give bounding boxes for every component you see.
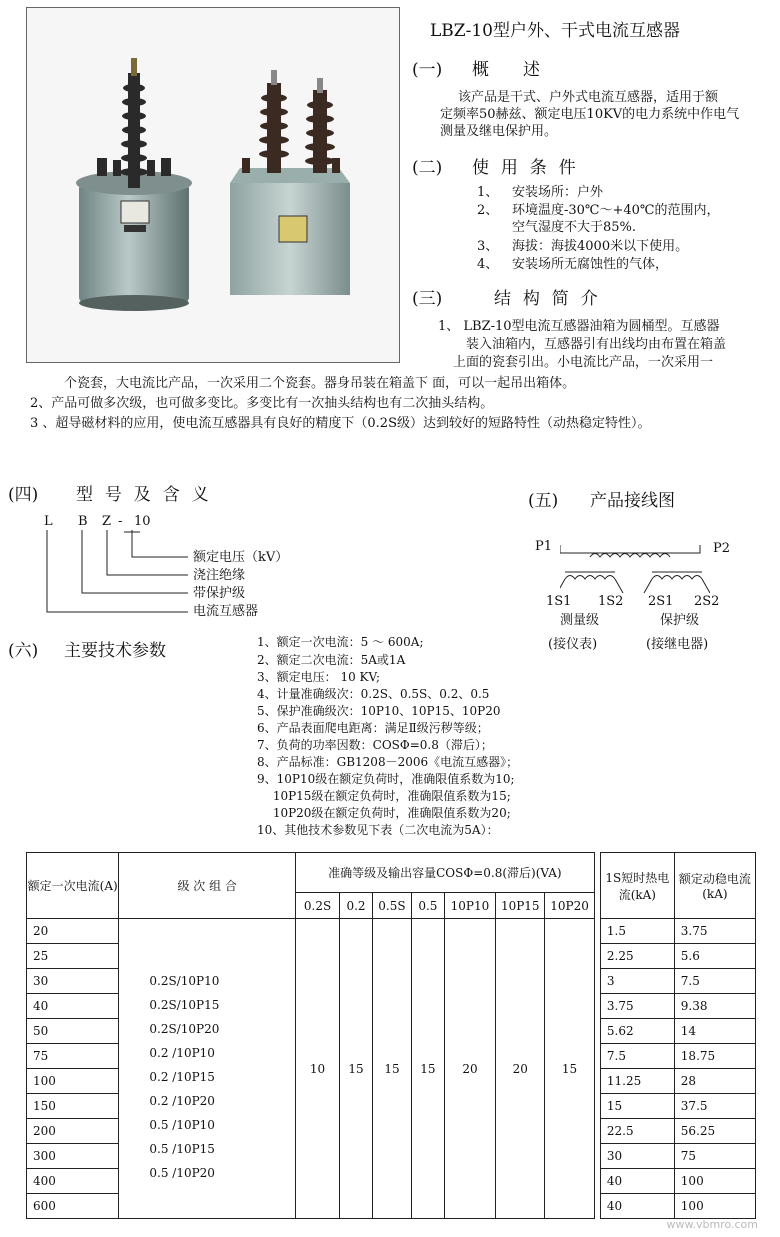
param-item: 9、10P10级在额定负荷时，准确限值系数为10; — [257, 772, 515, 786]
param-item: 3、额定电压： 10 KV; — [257, 670, 381, 684]
class-header: 0.2S — [295, 893, 339, 919]
dynamic-cell: 18.75 — [674, 1044, 755, 1069]
thermal-cell: 11.25 — [600, 1069, 674, 1094]
class-header: 10P10 — [444, 893, 495, 919]
dynamic-cell: 100 — [674, 1169, 755, 1194]
section-4-number: (四) — [8, 485, 39, 505]
code-letter: B — [78, 514, 88, 529]
capacity-cell: 15 — [372, 919, 411, 1219]
code-letter: L — [44, 514, 53, 529]
watermark: www.vbmro.com — [666, 1218, 758, 1231]
thermal-cell: 30 — [600, 1144, 674, 1169]
section-2-title: 使用条件 — [472, 158, 588, 178]
dynamic-cell: 37.5 — [674, 1094, 755, 1119]
code-label: 浇注绝缘 — [193, 568, 246, 583]
header-current: 额定一次电流(A) — [27, 853, 119, 919]
code-letter: Z — [102, 514, 112, 529]
section-6-number: (六) — [8, 641, 39, 661]
list-item: 空气湿度不大于85%. — [512, 220, 637, 235]
current-cell: 75 — [27, 1044, 119, 1069]
header-accuracy: 准确等级及输出容量COSΦ=0.8(滞后)(VA) — [295, 853, 594, 893]
capacity-cell: 15 — [340, 919, 373, 1219]
current-cell: 100 — [27, 1069, 119, 1094]
param-item: 1、额定一次电流：5 ～ 600A; — [257, 635, 424, 649]
list-number: 3、 — [477, 239, 499, 254]
combo-item: 0.2 /10P20 — [149, 1093, 215, 1108]
dynamic-cell: 75 — [674, 1144, 755, 1169]
thermal-cell: 3.75 — [600, 994, 674, 1019]
section-3-line: 上面的瓷套引出。小电流比产品，一次采用一 — [453, 355, 714, 370]
class-header: 10P15 — [496, 893, 545, 919]
terminal-label: 1S1 — [546, 594, 572, 609]
section-3-title: 结构简介 — [494, 289, 610, 309]
param-item: 10P15级在额定负荷时，准确限值系数为15; — [257, 789, 511, 803]
param-item: 6、产品表面爬电距离：满足Ⅱ级污秽等级； — [257, 721, 489, 735]
class-header: 0.5 — [411, 893, 444, 919]
terminal-label: 2S1 — [648, 594, 674, 609]
list-number: 1、 — [477, 185, 499, 200]
section-1-number: (一) — [412, 60, 443, 80]
current-cell: 300 — [27, 1144, 119, 1169]
combo-cell — [119, 919, 296, 1219]
dynamic-cell: 9.38 — [674, 994, 755, 1019]
section-3-line: 装入油箱内，互感器引有出线均由布置在箱盖 — [466, 337, 727, 352]
header-thermal: 1S短时热电流(kA) — [600, 853, 674, 919]
dynamic-cell: 5.6 — [674, 944, 755, 969]
thermal-cell: 40 — [600, 1169, 674, 1194]
list-number: 2、 — [477, 203, 499, 218]
list-item: 海拔：海拔4000米以下使用。 — [512, 239, 689, 254]
param-item: 7、负荷的功率因数：COSΦ=0.8（滞后）； — [257, 738, 493, 752]
param-item: 2、额定二次电流：5A或1A — [257, 653, 406, 667]
class-header: 10P20 — [545, 893, 594, 919]
code-label: 额定电压（kV） — [193, 550, 289, 565]
section-3-line: 个瓷套，大电流比产品，一次采用二个瓷套。器身吊装在箱盖下 面，可以一起吊出箱体。 — [64, 376, 576, 391]
code-label: 电流互感器 — [193, 604, 259, 619]
class-header: 0.2 — [340, 893, 373, 919]
section-3-line: 2、产品可做多次级，也可做多变比。多变比有一次抽头结构也有二次抽头结构。 — [30, 396, 494, 411]
thermal-cell: 40 — [600, 1194, 674, 1219]
header-dynamic: 额定动稳电流(kA) — [674, 853, 755, 919]
current-cell: 600 — [27, 1194, 119, 1219]
terminal-label: 2S2 — [694, 594, 720, 609]
param-item: 4、计量准确级次：0.2S、0.5S、0.2、0.5 — [257, 687, 490, 701]
section-3-line: 3 、超导磁材料的应用，使电流互感器具有良好的精度下（0.2S级）达到较好的短路特性（动热稳定特性）。 — [30, 416, 651, 431]
param-item: 10、其他技术参数见下表（二次电流为5A）： — [257, 823, 499, 837]
combo-item: 0.2 /10P15 — [149, 1069, 215, 1084]
current-cell: 50 — [27, 1019, 119, 1044]
product-photo — [26, 7, 400, 363]
param-item: 5、保护准确级次：10P10、10P15、10P20 — [257, 704, 501, 718]
winding-label: 保护级 — [660, 613, 700, 628]
combo-item: 0.5 /10P10 — [149, 1117, 215, 1132]
capacity-cell: 15 — [411, 919, 444, 1219]
combo-item: 0.5 /10P15 — [149, 1141, 215, 1156]
terminal-p1: P1 — [535, 539, 553, 554]
current-cell: 20 — [27, 919, 119, 944]
current-cell: 30 — [27, 969, 119, 994]
dynamic-cell: 14 — [674, 1019, 755, 1044]
section-1-line: 该产品是干式、户外式电流互感器，适用于额 — [458, 90, 719, 105]
dynamic-cell: 100 — [674, 1194, 755, 1219]
thermal-cell: 1.5 — [600, 919, 674, 944]
combo-item: 0.2S/10P10 — [149, 973, 220, 988]
code-label: 带保护级 — [193, 586, 246, 601]
thermal-cell: 22.5 — [600, 1119, 674, 1144]
section-5-title: 产品接线图 — [590, 491, 675, 511]
connection-label: (接继电器) — [646, 637, 709, 652]
combo-item: 0.5 /10P20 — [149, 1165, 215, 1180]
connection-label: (接仪表) — [548, 637, 598, 652]
capacity-cell: 20 — [444, 919, 495, 1219]
list-number: 4、 — [477, 257, 499, 272]
section-1-title: 概 述 — [472, 60, 540, 80]
code-letter: - — [118, 514, 123, 529]
section-2-number: (二) — [412, 158, 443, 178]
header-combo: 级 次 组 合 — [119, 853, 296, 919]
dynamic-cell: 3.75 — [674, 919, 755, 944]
current-cell: 400 — [27, 1169, 119, 1194]
section-1-line: 定频率50赫兹、额定电压10KV的电力系统中作电气 — [440, 107, 740, 122]
model-code-leader-lines — [40, 530, 190, 620]
combo-item: 0.2 /10P10 — [149, 1045, 215, 1060]
section-5-number: (五) — [528, 491, 559, 511]
capacity-cell: 10 — [295, 919, 339, 1219]
section-3-number: (三) — [412, 289, 443, 309]
combo-item: 0.2S/10P20 — [149, 1021, 220, 1036]
current-cell: 40 — [27, 994, 119, 1019]
section-1-line: 测量及继电保护用。 — [440, 124, 558, 139]
winding-label: 测量级 — [560, 613, 600, 628]
current-cell: 200 — [27, 1119, 119, 1144]
thermal-cell: 5.62 — [600, 1019, 674, 1044]
wiring-diagram — [560, 535, 710, 595]
section-3-line: 1、 LBZ-10型电流互感器油箱为圆桶型。互感器 — [438, 319, 720, 334]
capacity-cell: 15 — [545, 919, 594, 1219]
section-6-title: 主要技术参数 — [64, 641, 166, 661]
combo-item: 0.2S/10P15 — [149, 997, 220, 1012]
terminal-label: 1S2 — [598, 594, 624, 609]
dynamic-cell: 56.25 — [674, 1119, 755, 1144]
capacity-cell: 20 — [496, 919, 545, 1219]
list-item: 安装场所：户外 — [512, 185, 604, 200]
thermal-cell: 7.5 — [600, 1044, 674, 1069]
thermal-cell: 15 — [600, 1094, 674, 1119]
code-letter: 10 — [134, 514, 151, 529]
list-item: 安装场所无腐蚀性的气体， — [512, 257, 669, 272]
terminal-p2: P2 — [713, 541, 731, 556]
dynamic-cell: 28 — [674, 1069, 755, 1094]
section-4-title: 型号及含义 — [76, 485, 221, 505]
list-item: 环境温度-30℃～+40℃的范围内， — [512, 203, 720, 218]
current-cell: 25 — [27, 944, 119, 969]
transformer-illustration — [27, 8, 399, 362]
spec-table — [26, 852, 756, 1219]
page-title: LBZ-10型户外、干式电流互感器 — [430, 21, 680, 41]
current-cell: 150 — [27, 1094, 119, 1119]
thermal-cell: 2.25 — [600, 944, 674, 969]
class-header: 0.5S — [372, 893, 411, 919]
thermal-cell: 3 — [600, 969, 674, 994]
param-item: 10P20级在额定负荷时，准确限值系数为20; — [257, 806, 511, 820]
dynamic-cell: 7.5 — [674, 969, 755, 994]
param-item: 8、产品标准：GB1208－2006《电流互感器》； — [257, 755, 519, 769]
